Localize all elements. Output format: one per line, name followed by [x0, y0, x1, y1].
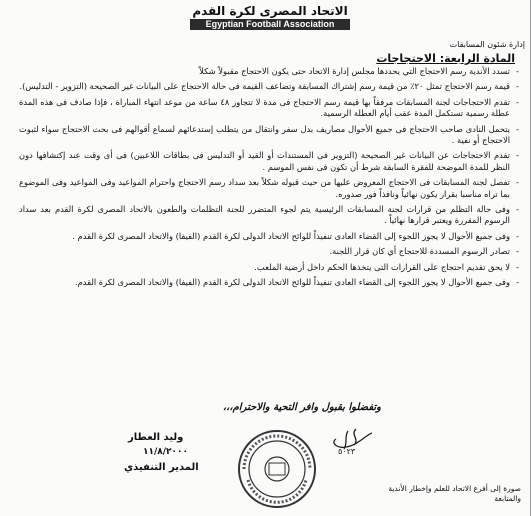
- list-item: - تقدم الاحتجاجات لجنة المسابقات مرفقاً بها قيمة رسم الاحتجاج فى مدة لا تتجاوز ٤٨ ساعة من موعد انتهاء المباراة ، فإذا صادف فى هذه المدة عطلة رسمية تستكمل المدة عقب أيام العطلة الرسمية.: [19, 97, 519, 120]
- rules-list: [19, 66, 519, 289]
- signatory-name: وليد العطار: [128, 432, 184, 443]
- list-item: - تفصل لجنة المسابقات فى الاحتجاج المعروض عليها من حيث قبوله شكلاً بعد سداد رسم الاحتجاج واحترام المواعيد وفى المواعيد وفى الموضوع بما تراه مناسبا بقرار يكون نهائياً ونافذاً فور صدوره.: [19, 177, 519, 200]
- list-item: - تصادر الرسوم المسددة للاحتجاج أي كان قرار اللجنة.: [19, 246, 519, 257]
- list-item: - يتحمل النادى صاحب الاحتجاج فى جميع الأحوال مصاريف بدل سفر وانتقال من يتطلب إستدعائهم لسماع أقوالهم فى بحث الاحتجاج سواء لثبوت الاحتجاج أو نفية .: [19, 124, 519, 147]
- section-title: [376, 52, 515, 65]
- letterhead: [190, 4, 350, 30]
- section-title-text: المادة الرابعة: الاحتجاجات: [376, 52, 515, 65]
- copy-to-footer: [371, 484, 521, 504]
- list-item: - لا يحق تقديم احتجاج على القرارات التى يتخذها الحكم داخل أرضية الملعب.: [19, 262, 519, 273]
- signatory-title: المدير التنفيذي: [124, 462, 199, 473]
- list-item: - تقدم الاحتجاجات عن البيانات غير الصحيحة (التزوير فى المستندات أو القيد أو التدليس فى بطاقات اللاعبين) فى أى وقت عند إكتشافها دون النظر للمدة الموضحة للفقرة السابقة شرط أن تكون فى نفس الموسم .: [19, 150, 519, 173]
- footer-line-2: والمتابعة: [494, 494, 521, 503]
- list-item: - وفى حالة التظلم من قرارات لجنة المسابقات الرئيسية يتم لجوء المتضرر للجنة التظلمات والطعون بالاتحاد المصرى لكرة القدم بعد سداد الرسوم المقررة ويعتبر قرارها نهائياً .: [19, 204, 519, 227]
- letterhead-english-title: Egyptian Football Association: [190, 19, 350, 30]
- department-label: إدارة شئون المسابقات: [449, 40, 525, 49]
- document-body: [19, 66, 519, 293]
- association-stamp-icon: [236, 428, 318, 510]
- footer-line-1: صورة إلى أفرع الاتحاد للعلم وإخطار الأندية: [388, 484, 521, 493]
- list-item: - تسدد الأندية رسم الاحتجاج التي يحددها مجلس إدارة الاتحاد حتى يكون الاحتجاج مقبولاً شكلاً: [19, 66, 519, 77]
- list-item: - وفى جميع الأحوال لا يجوز اللجوء إلى القضاء العادى تنفيذاً للوائح الاتحاد الدولى لكرة القدم (الفيفا) والاتحاد المصرى لكرة القدم.: [19, 277, 519, 288]
- handwritten-number: ٥٠٢٣: [338, 447, 356, 456]
- letterhead-arabic-title: الاتحاد المصرى لكرة القدم: [192, 4, 348, 18]
- list-item: - قيمة رسم الاحتجاج تمثل ٢٠٪ من قيمة رسم إشتراك المسابقة وتضاعف القيمة فى حالة الاحتجاج على البيانات غير الصحيحة (التزوير - التدليس).: [19, 81, 519, 92]
- signature-date: ١١/٨/٢٠٠٠: [143, 447, 189, 457]
- closing-line: وتفضلوا بقبول وافر التحية والاحترام،،،: [222, 402, 381, 413]
- list-item: - وفى جميع الأحوال لا يجوز اللجوء إلى القضاء العادى تنفيذاً للوائح الاتحاد الدولى لكرة القدم (الفيفا) والاتحاد المصرى لكرة القدم .: [19, 231, 519, 242]
